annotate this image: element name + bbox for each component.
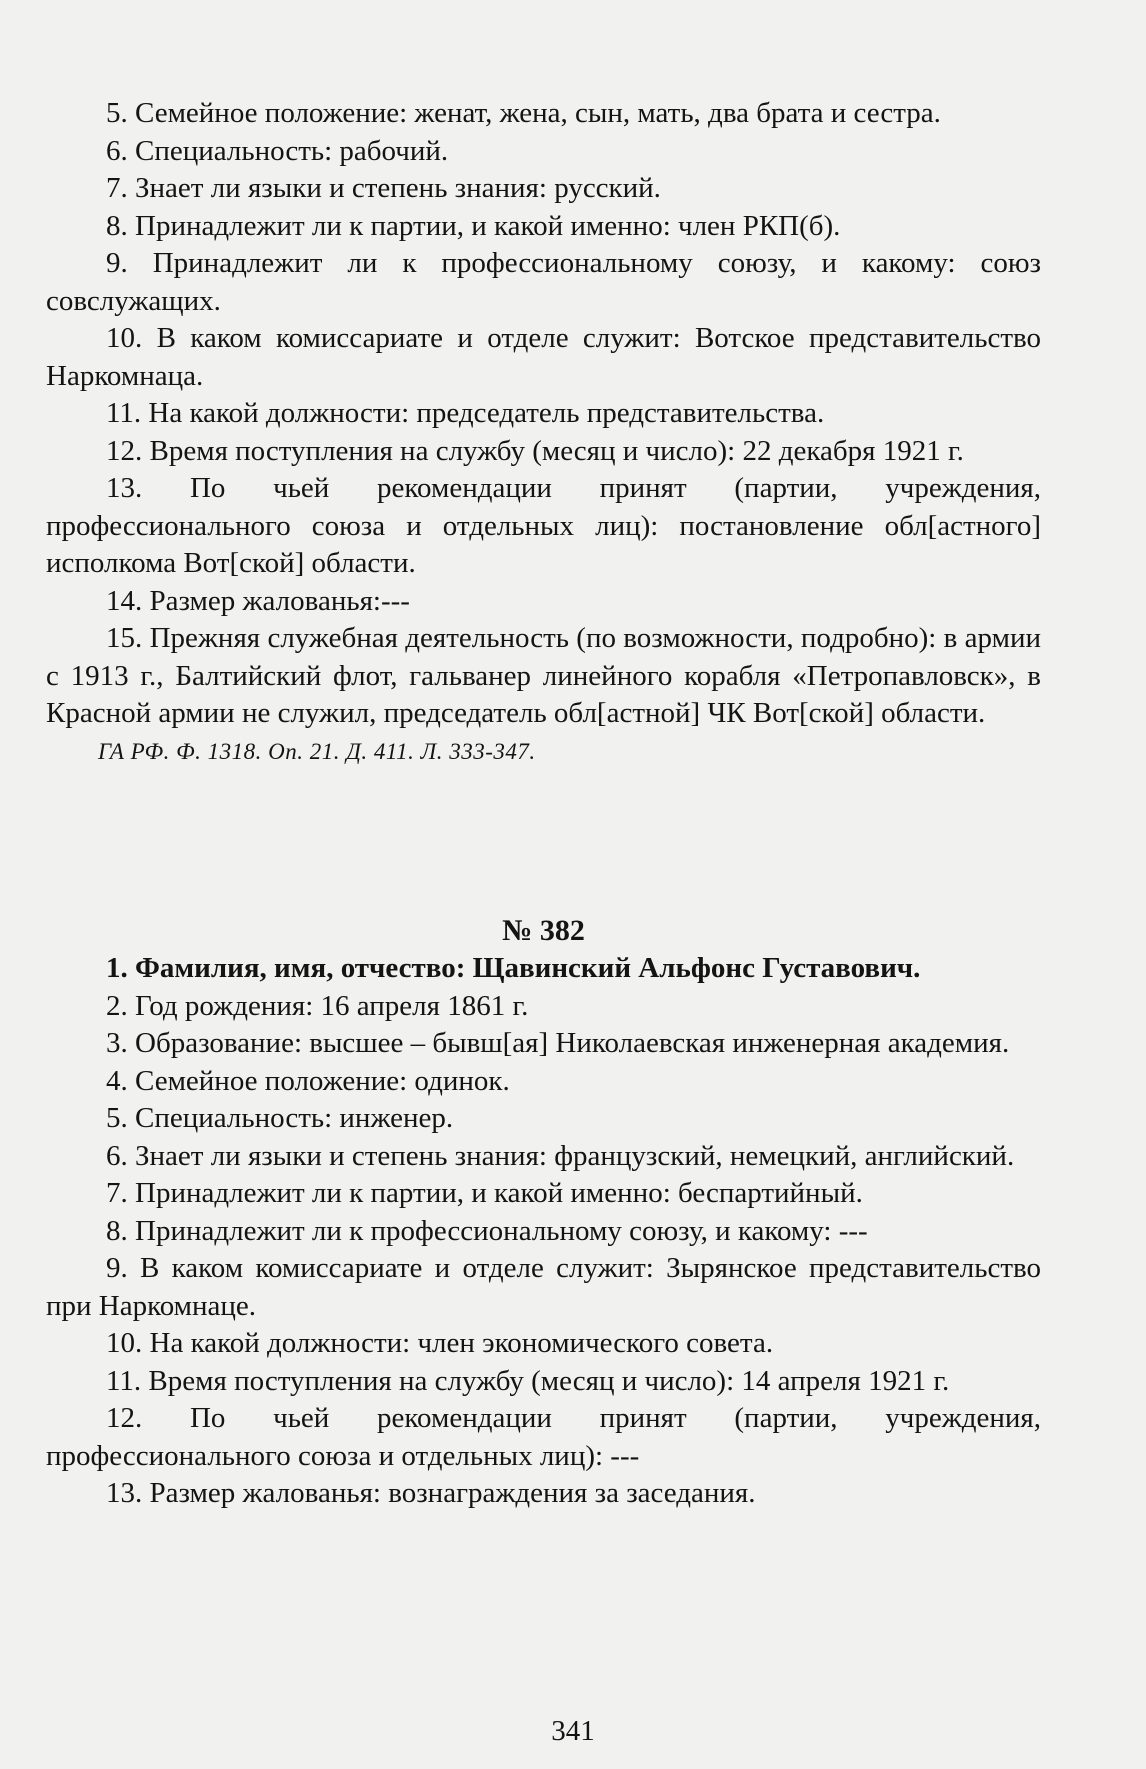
list-item: 7. Знает ли языки и степень знания: русский.	[106, 172, 661, 204]
archive-source-citation: ГА РФ. Ф. 1318. Оп. 21. Д. 411. Л. 333-347.	[98, 738, 536, 764]
list-item: 7. Принадлежит ли к партии, и какой именно: беспартийный.	[106, 1177, 863, 1209]
list-item: 2. Год рождения: 16 апреля 1861 г.	[106, 989, 529, 1022]
list-item: 13. По чьей рекомендации принят (партии, учреждения, профессионального союза и отдельных лиц): постановление обл[астного] исполкома Вот[ской] области.	[46, 472, 1041, 579]
list-item: 12. Время поступления на службу (месяц и число): 22 декабря 1921 г.	[106, 434, 964, 467]
list-item: 11. Время поступления на службу (месяц и число): 14 апреля 1921 г.	[106, 1364, 950, 1397]
list-item: 8. Принадлежит ли к профессиональному союзу, и какому: ---	[106, 1214, 868, 1247]
page-number: 341	[551, 1715, 595, 1747]
list-item: 4. Семейное положение: одинок.	[106, 1064, 510, 1097]
list-item: 9. Принадлежит ли к профессиональному союзу, и какому: союз совслужащих.	[46, 247, 1041, 317]
document-number-heading: № 382	[502, 914, 585, 947]
list-item: 14. Размер жалованья:---	[106, 584, 410, 617]
list-item: 15. Прежняя служебная деятельность (по возможности, подробно): в армии с 1913 г., Балтийский флот, гальванер линейного корабля «Петропавловск», в Красной армии не служил, председатель обл[астной] ЧК Вот[ской] области.	[46, 622, 1041, 729]
list-item: 13. Размер жалованья: вознаграждения за заседания.	[106, 1477, 756, 1509]
list-item: 6. Специальность: рабочий.	[106, 134, 449, 167]
list-item: 11. На какой должности: председатель представительства.	[106, 397, 825, 429]
list-item: 8. Принадлежит ли к партии, и какой именно: член РКП(б).	[106, 209, 841, 242]
list-item: 12. По чьей рекомендации принят (партии, учреждения, профессионального союза и отдельных лиц): ---	[46, 1402, 1041, 1472]
list-item: 10. На какой должности: член экономического совета.	[106, 1327, 774, 1359]
list-item: 3. Образование: высшее – бывш[ая] Николаевская инженерная академия.	[106, 1027, 1010, 1059]
list-item: 5. Специальность: инженер.	[106, 1102, 454, 1134]
list-item: 5. Семейное положение: женат, жена, сын, мать, два брата и сестра.	[106, 97, 941, 129]
list-item: 6. Знает ли языки и степень знания: французский, немецкий, английский.	[106, 1139, 1015, 1172]
list-item: 10. В каком комиссариате и отделе служит: Вотское представительство Наркомнаца.	[46, 322, 1041, 392]
document-381-tail	[46, 95, 1041, 770]
document-382	[46, 950, 1041, 1513]
name-line: 1. Фамилия, имя, отчество: Щавинский Альфонс Густавович.	[106, 952, 921, 984]
list-item: 9. В каком комиссариате и отделе служит: Зырянское представительство при Наркомнаце.	[46, 1252, 1041, 1322]
